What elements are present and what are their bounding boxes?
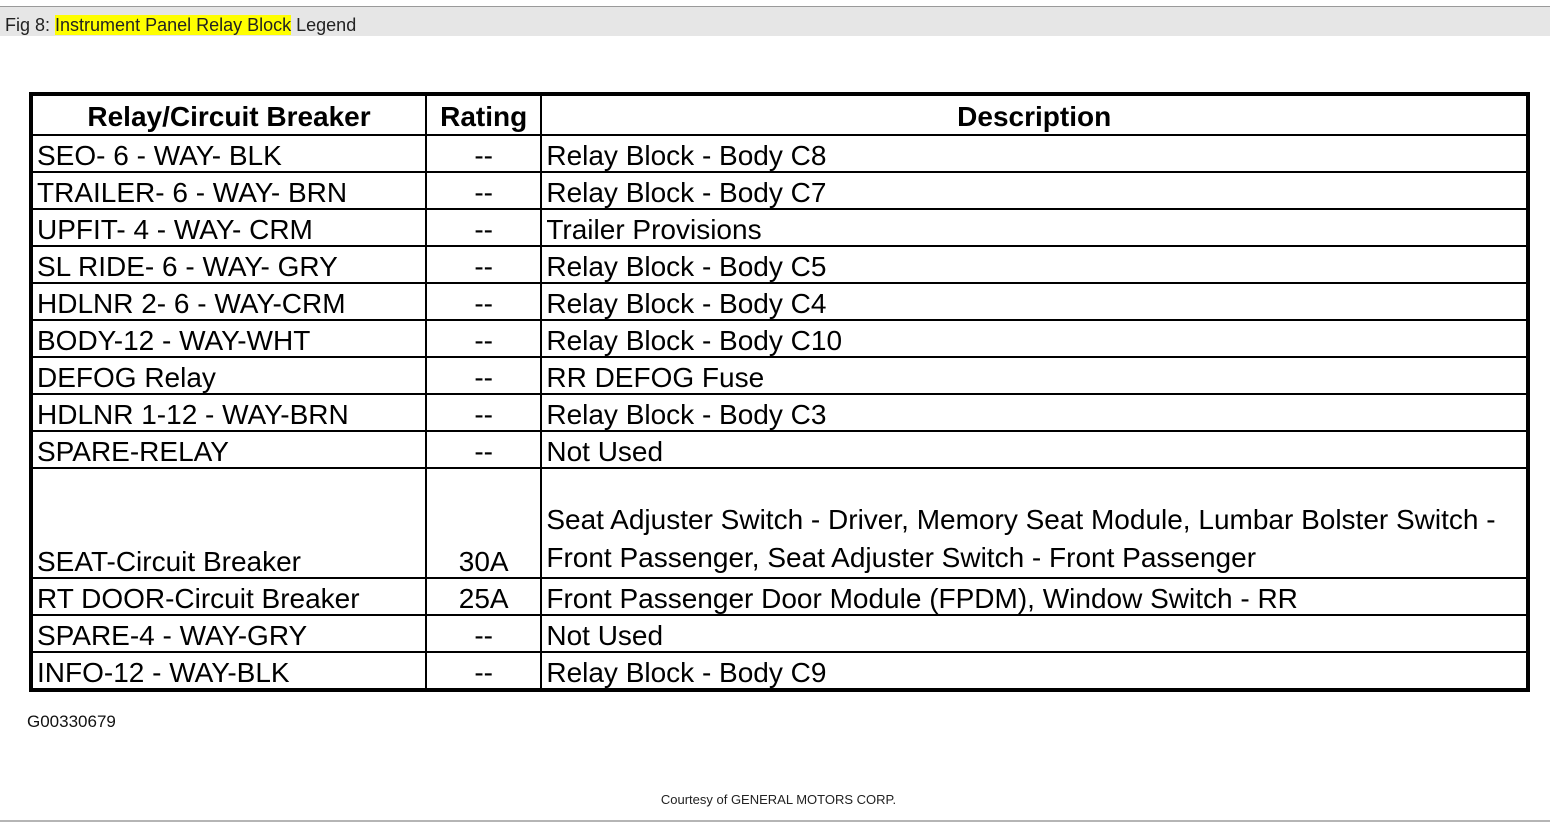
- relay-cell: DEFOG Relay: [31, 357, 426, 394]
- relay-cell: TRAILER- 6 - WAY- BRN: [31, 172, 426, 209]
- relay-cell: UPFIT- 4 - WAY- CRM: [31, 209, 426, 246]
- relay-cell: HDLNR 2- 6 - WAY-CRM: [31, 283, 426, 320]
- relay-cell: SPARE-RELAY: [31, 431, 426, 468]
- rating-cell: --: [426, 431, 541, 468]
- relay-cell: INFO-12 - WAY-BLK: [31, 652, 426, 690]
- description-cell: Relay Block - Body C7: [541, 172, 1528, 209]
- description-cell: Trailer Provisions: [541, 209, 1528, 246]
- table-row: [31, 246, 1528, 283]
- description-cell: Relay Block - Body C5: [541, 246, 1528, 283]
- rating-cell: --: [426, 357, 541, 394]
- courtesy-note: Courtesy of GENERAL MOTORS CORP.: [660, 792, 897, 807]
- relay-cell: RT DOOR-Circuit Breaker: [31, 578, 426, 615]
- rating-cell: --: [426, 320, 541, 357]
- rating-cell: --: [426, 246, 541, 283]
- table-header-row: [31, 94, 1528, 135]
- table-row: [31, 652, 1528, 690]
- description-cell: Not Used: [541, 431, 1528, 468]
- table-row: [31, 431, 1528, 468]
- caption-prefix: Fig 8:: [5, 15, 56, 35]
- relay-cell: SEAT-Circuit Breaker: [31, 468, 426, 578]
- relay-cell: HDLNR 1-12 - WAY-BRN: [31, 394, 426, 431]
- table-row: [31, 320, 1528, 357]
- description-cell: RR DEFOG Fuse: [541, 357, 1528, 394]
- description-cell: Not Used: [541, 615, 1528, 652]
- description-cell: Relay Block - Body C3: [541, 394, 1528, 431]
- description-cell: Front Passenger Door Module (FPDM), Window Switch - RR: [541, 578, 1528, 615]
- rating-cell: --: [426, 283, 541, 320]
- caption-suffix: Legend: [291, 15, 357, 35]
- rating-cell: --: [426, 209, 541, 246]
- table-row: [31, 135, 1528, 172]
- bottom-divider: [0, 820, 1550, 822]
- description-cell: Seat Adjuster Switch - Driver, Memory Seat Module, Lumbar Bolster Switch - Front Passenger, Seat Adjuster Switch - Front Passenger: [541, 468, 1528, 578]
- rating-cell: 25A: [426, 578, 541, 615]
- description-cell: Relay Block - Body C8: [541, 135, 1528, 172]
- header-relay: Relay/Circuit Breaker: [31, 94, 426, 135]
- relay-cell: SEO- 6 - WAY- BLK: [31, 135, 426, 172]
- description-cell: Relay Block - Body C10: [541, 320, 1528, 357]
- table-row: [31, 172, 1528, 209]
- table-row: [31, 394, 1528, 431]
- table-row: [31, 578, 1528, 615]
- table-row: [31, 283, 1528, 320]
- caption-highlight: Instrument Panel Relay Block: [55, 15, 292, 35]
- rating-cell: 30A: [426, 468, 541, 578]
- table-row: [31, 468, 1528, 578]
- table-row: [31, 615, 1528, 652]
- header-description: Description: [541, 94, 1528, 135]
- figure-caption: [5, 14, 356, 36]
- rating-cell: --: [426, 652, 541, 690]
- table-row: [31, 357, 1528, 394]
- rating-cell: --: [426, 172, 541, 209]
- relay-cell: BODY-12 - WAY-WHT: [31, 320, 426, 357]
- rating-cell: --: [426, 394, 541, 431]
- relay-cell: SL RIDE- 6 - WAY- GRY: [31, 246, 426, 283]
- relay-legend-table: [29, 92, 1530, 692]
- table-row: [31, 209, 1528, 246]
- rating-cell: --: [426, 615, 541, 652]
- header-rating: Rating: [426, 94, 541, 135]
- description-cell: Relay Block - Body C9: [541, 652, 1528, 690]
- rating-cell: --: [426, 135, 541, 172]
- relay-cell: SPARE-4 - WAY-GRY: [31, 615, 426, 652]
- description-cell: Relay Block - Body C4: [541, 283, 1528, 320]
- figure-id: G00330679: [27, 712, 116, 731]
